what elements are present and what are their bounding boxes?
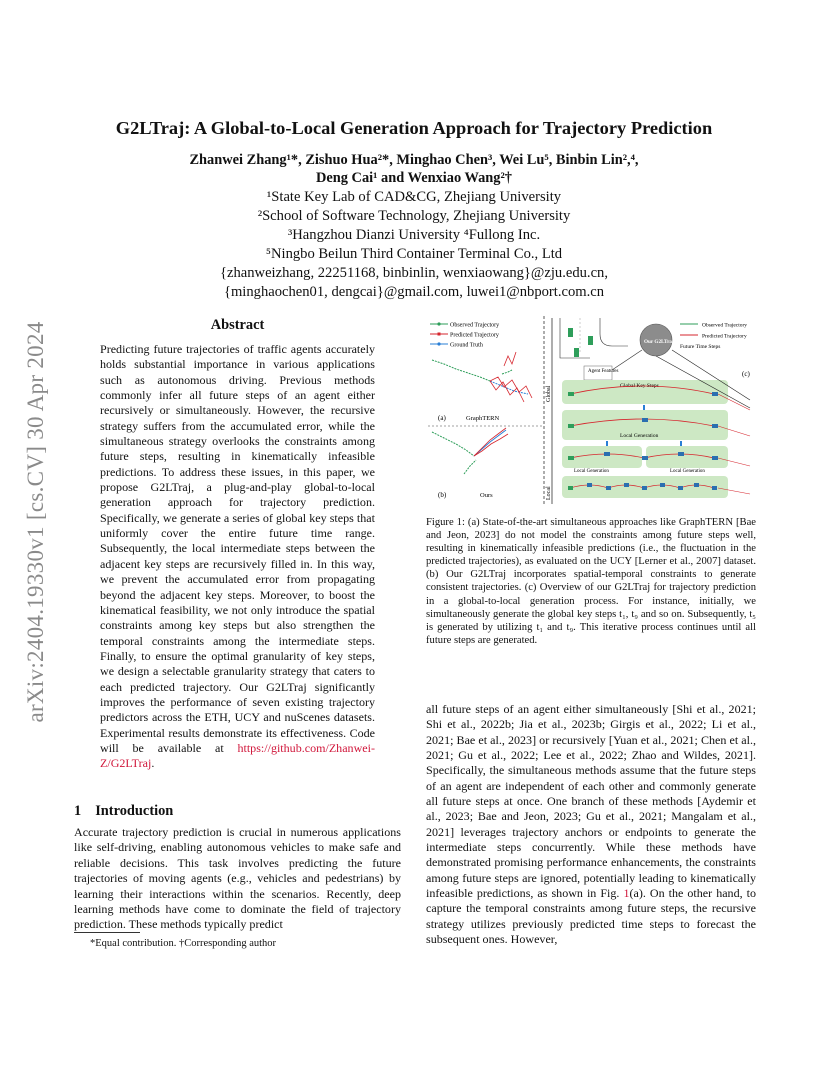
affiliation-1: ¹State Key Lab of CAD&CG, Zhejiang University [266, 189, 562, 205]
local-generation-2: Local Generation [574, 469, 609, 474]
legend-time-steps: Future Time Steps [680, 344, 721, 350]
affiliation-4: ⁵Ningbo Beilun Third Container Terminal Co., Ltd [265, 246, 563, 262]
legend-observed-right: Observed Trajectory [702, 322, 748, 329]
email-line-1: {zhanweizhang, 22251168, binbinlin, wenxiaowang}@zju.edu.cn, [219, 265, 608, 281]
authors-line-1: Zhanwei Zhang¹*, Zishuo Hua²*, Minghao Chen³, Wei Lu⁵, Binbin Lin²,⁴, [189, 152, 639, 168]
label-c: (c) [742, 370, 750, 378]
abstract-text: Predicting future trajectories of traffic agents accurately holds substantial importance in various applications such as autonomous driving. Previous methods commonly infer all future steps of an agent either recursively or simultaneously. However, the recursive strategy suffers from the accumulated error, while the simultaneous strategy overlooks the constraints among future steps, resulting in kinematically infeasible predictions. To address these issues, in this paper, we propose G2LTraj, a plug-and-play global-to-local generation approach for trajectory prediction. Specifically, we generate a series of global key steps that uniformly cover the entire future time range. Subsequently, the local intermediate steps between the adjacent key steps are recursively filled in. In this way, we prevent the accumulated error from propagating beyond the adjacent key steps. Moreover, to boost the kinematical feasibility, we not only introduce the spatial constraints among key steps but also strengthen the temporal constraints among the intermediate steps. Finally, to ensure the optimal granularity of key steps, we design a selectable granularity strategy that caters to each predicted trajectory. Our G2LTraj significantly improves the performance of seven existing trajectory predictors across the ETH, UCY and nuScenes datasets. Experimental results demonstrate its effectiveness. Code will be available at [100, 342, 375, 755]
panel-b-trajectories [432, 428, 508, 474]
road-scene [560, 318, 628, 358]
legend-predicted-right: Predicted Trajectory [702, 333, 747, 340]
figure-ref-link[interactable]: 1 [623, 886, 630, 901]
local-generation: Local Generation [620, 433, 659, 439]
axis-local: Local [546, 486, 552, 500]
figure-1 [424, 314, 760, 510]
legend-gt: Ground Truth [450, 342, 483, 349]
global-key-steps: Global Key Steps [620, 383, 659, 389]
affiliation-2: ²School of Software Technology, Zhejiang University [257, 208, 571, 224]
label-a: (a) [438, 414, 446, 422]
axis-global: Global [546, 385, 552, 402]
panel-a-trajectories [432, 352, 532, 402]
method-b: Ours [480, 492, 493, 499]
method-a: GraphTERN [466, 415, 500, 422]
footnote: *Equal contribution. †Corresponding author [90, 938, 277, 949]
paper-title: G2LTraj: A Global-to-Local Generation Approach for Trajectory Prediction [115, 118, 713, 138]
footnote-rule [74, 932, 140, 933]
label-b: (b) [438, 491, 447, 499]
section-heading: 1 Introduction [74, 803, 174, 819]
legend-observed: Observed Trajectory [450, 322, 500, 329]
agent-features: Agent Features [588, 369, 619, 374]
legend-predicted: Predicted Trajectory [450, 332, 499, 339]
our-model: Our G2LTraj [644, 339, 674, 345]
arxiv-sidebar: arXiv:2404.19330v1 [cs.CV] 30 Apr 2024 [23, 321, 48, 723]
affiliation-3: ³Hangzhou Dianzi University ⁴Fullong Inc. [287, 227, 541, 243]
intro-text: Accurate trajectory prediction is crucial in numerous applications like self-driving, enabling autonomous vehicles to make safe and reliable decisions. This task involves predicting the future trajectories of moving agents (e.g., vehicles and pedestrians) by learning their interactions within the scenarios. Recently, deep learning methods have come to dominate the field of trajectory prediction. These methods typically predict [74, 825, 401, 932]
figure-caption: Figure 1: (a) State-of-the-art simultaneous approaches like GraphTERN [Bae and Jeon, 2023] do not model the constraints among future steps well, resulting in kinematically infeasible predictions (i.e., the fluctuation in the predicted trajectories), as evaluated on the UCY [Lerner et al., 2007] dataset. (b) Our G2LTraj incorporates spatial-temporal constraints to generate consistent trajectories. (c) Overview of our G2LTraj for trajectory prediction in a global-to-local generation process. For instance, initially, we simultaneously generate the global key steps t₁, t₉ and so on. Subsequently, t₅ is generated by utilizing t₁ and t₉. This iterative process continues until all future steps are generated. [426, 517, 756, 646]
authors-line-2: Deng Cai¹ and Wenxiao Wang²† [315, 170, 513, 186]
code-link[interactable]: https://github.com/Zhanwei-Z/G2LTraj [100, 740, 375, 771]
abstract-body: Predicting future trajectories of traffic agents accurately holds substantial importance in various applications such as autonomous driving. Previous methods commonly infer all future steps of an agent either recursively or simultaneously. However, the recursive strategy suffers from the accumulated error, while the simultaneous strategy overlooks the constraints among future steps, resulting in kinematically infeasible predictions. To address these issues, in this paper, we propose G2LTraj, a plug-and-play global-to-local generation approach for trajectory prediction. Specifically, we generate a series of global key steps that uniformly cover the entire future time range. Subsequently, the local intermediate steps between the adjacent key steps are recursively filled in. In this way, we prevent the accumulated error from propagating beyond the adjacent key steps. Moreover, to boost the kinematical feasibility, we not only introduce the spatial constraints among key steps but also strengthen the temporal constraints among the intermediate steps. Finally, to ensure the optimal granularity of key steps, we design a selectable granularity strategy that caters to each predicted trajectory. Our G2LTraj significantly improves the performance of seven existing trajectory predictors across the ETH, UCY and nuScenes datasets. Experimental results demonstrate its effectiveness. Code will be available at https://github.com/Zhanwei-Z/G2LTraj. [100, 342, 375, 771]
abstract-heading: Abstract [210, 317, 265, 333]
column-2-text: all future steps of an agent either simultaneously [Shi et al., 2021; Shi et al., 2022b; Jia et al., 2023b; Girgis et al., 2022; Li et al., 2021; Bae et al., 2023] or recursively [Yuan et al., 2021; Chen et al., 2021; Gu et al., 2022; Lee et al., 2022; Zhao and Wildes, 2021]. Specifically, the simultaneous methods assume that the future steps of an agent are independent of each other and commonly generate all future steps at once. One branch of these methods [Aydemir et al., 2023; Bae and Jeon, 2023; Gu et al., 2021; Mangalam et al., 2021] leverages trajectory anchors or endpoints to generate the intermediate steps concurrently. While these methods have demonstrated promising performance enhancements, the constraints among future steps are ignored, potentially leading to kinematically infeasible predictions, as shown in Fig. 1(a). On the other hand, to capture the temporal constraints among future steps, the recursive strategy utilizes previously predicted time steps to forecast the subsequent ones. However, [426, 702, 757, 947]
local-generation-3: Local Generation [670, 469, 705, 474]
email-line-2: {minghaochen01, dengcai}@gmail.com, luwei1@nbport.com.cn [223, 284, 605, 300]
